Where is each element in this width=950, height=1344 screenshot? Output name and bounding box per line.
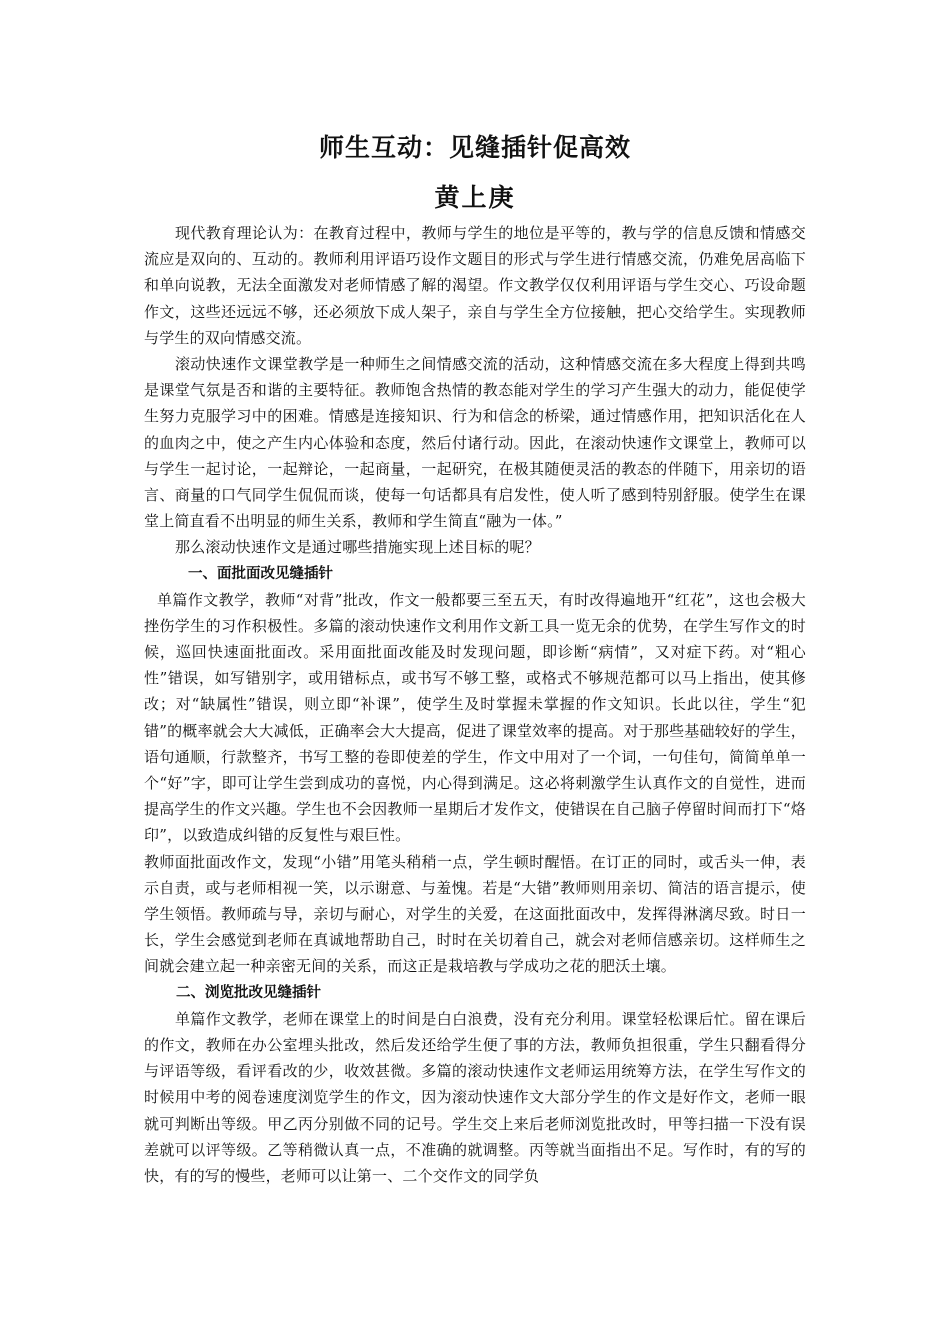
document-title: 师生互动：见缝插针促高效 (318, 133, 631, 162)
document-author: 黄上庚 (434, 183, 516, 212)
document-page (144, 128, 806, 1189)
paragraph-face-to-face-correction: 单篇作文教学，教师“对背”批改，作文一般都要三至五天，有时改得遍地开“红花”，这也会极大挫伤学生的习作积极性。多篇的滚动快速作文利用作文新工具一览无余的优势，在学生写作文的时候，巡回快速面批面改。采用面批面改能及时发现问题，即诊断“病情”，又对症下药。对“粗心性”错误，如写错别字，或用错标点，或书写不够工整，或格式不够规范都可以马上指出，使其修改；对“缺属性”错误，则立即“补课”，使学生及时掌握未掌握的作文知识。长此以往，学生“犯错”的概率就会大大减低，正确率会大大提高，促进了课堂效率的提高。对于那些基础较好的学生，语句通顺，行款整齐，书写工整的卷即使差的学生，作文中用对了一个词，一句佳句，简简单单一个“好”字，即可让学生尝到成功的喜悦，内心得到满足。这必将刺激学生认真作文的自觉性，进而提高学生的作文兴趣。学生也不会因教师一星期后才发作文，使错误在自己脑子停留时间而打下“烙印”，以致造成纠错的反复性与艰巨性。 (144, 590, 806, 845)
paragraph-teacher-correction: 教师面批面改作文，发现“小错”用笔头稍稍一点，学生顿时醒悟。在订正的同时，或舌头一伸，表示自责，或与老师相视一笑，以示谢意、与羞愧。若是“大错”教师则用亲切、简洁的语言提示，使学生领悟。教师疏与导，亲切与耐心，对学生的关爱，在这面批面改中，发挥得淋漓尽致。时日一长，学生会感觉到老师在真诚地帮助自己，时时在关切着自己，就会对老师信感亲切。这样师生之间就会建立起一种亲密无间的关系，而这正是栽培教与学成功之花的肥沃土壤。 (144, 852, 806, 976)
section-heading-2: 二、浏览批改见缝插针 (176, 984, 321, 1001)
paragraph-intro: 现代教育理论认为：在教育过程中，教师与学生的地位是平等的，教与学的信息反馈和情感交流应是双向的、互动的。教师利用评语巧设作文题目的形式与学生进行情感交流，仍难免居高临下和单向说教，无法全面激发对老师情感了解的渴望。作文教学仅仅利用评语与学生交心、巧设命题作文，这些还远远不够，还必须放下成人架子，亲自与学生全方位接触，把心交给学生。实现教师与学生的双向情感交流。 (144, 224, 806, 347)
paragraph-question: 那么滚动快速作文是通过哪些措施实现上述目标的呢？ (175, 538, 540, 557)
section-heading-1: 一、面批面改见缝插针 (188, 565, 333, 582)
paragraph-classroom-emotion: 滚动快速作文课堂教学是一种师生之间情感交流的活动，这种情感交流在多大程度上得到共鸣是课堂气氛是否和谐的主要特征。教师饱含热情的教态能对学生的学习产生强大的动力，能促使学生努力克服学习中的困难。情感是连接知识、行为和信念的桥梁，通过情感作用，把知识活化在人的血肉之中，使之产生内心体验和态度，然后付诸行动。因此，在滚动快速作文课堂上，教师可以与学生一起讨论，一起辩论，一起商量，一起研究，在极其随便灵活的教态的伴随下，用亲切的语言、商量的口气同学生侃侃而谈，使每一句话都具有启发性，使人听了感到特别舒服。使学生在课堂上简直看不出明显的师生关系，教师和学生简直“融为一体。” (144, 355, 806, 531)
paragraph-browse-correction: 单篇作文教学，老师在课堂上的时间是白白浪费，没有充分利用。课堂轻松课后忙。留在课后的作文，教师在办公室埋头批改，然后发还给学生便了事的方法，教师负担很重，学生只翻看得分与评语等级，看评看改的少，收效甚微。多篇的滚动快速作文老师运用统筹方法，在学生写作文的时候用中考的阅卷速度浏览学生的作文，因为滚动快速作文大部分学生的作文是好作文，老师一眼就可判断出等级。甲乙丙分别做不同的记号。学生交上来后老师浏览批改时，甲等扫描一下没有误差就可以评等级。乙等稍微认真一点，不准确的就调整。丙等就当面指出不足。写作时，有的写的快，有的写的慢些，老师可以让第一、二个交作文的同学负 (144, 1009, 806, 1185)
